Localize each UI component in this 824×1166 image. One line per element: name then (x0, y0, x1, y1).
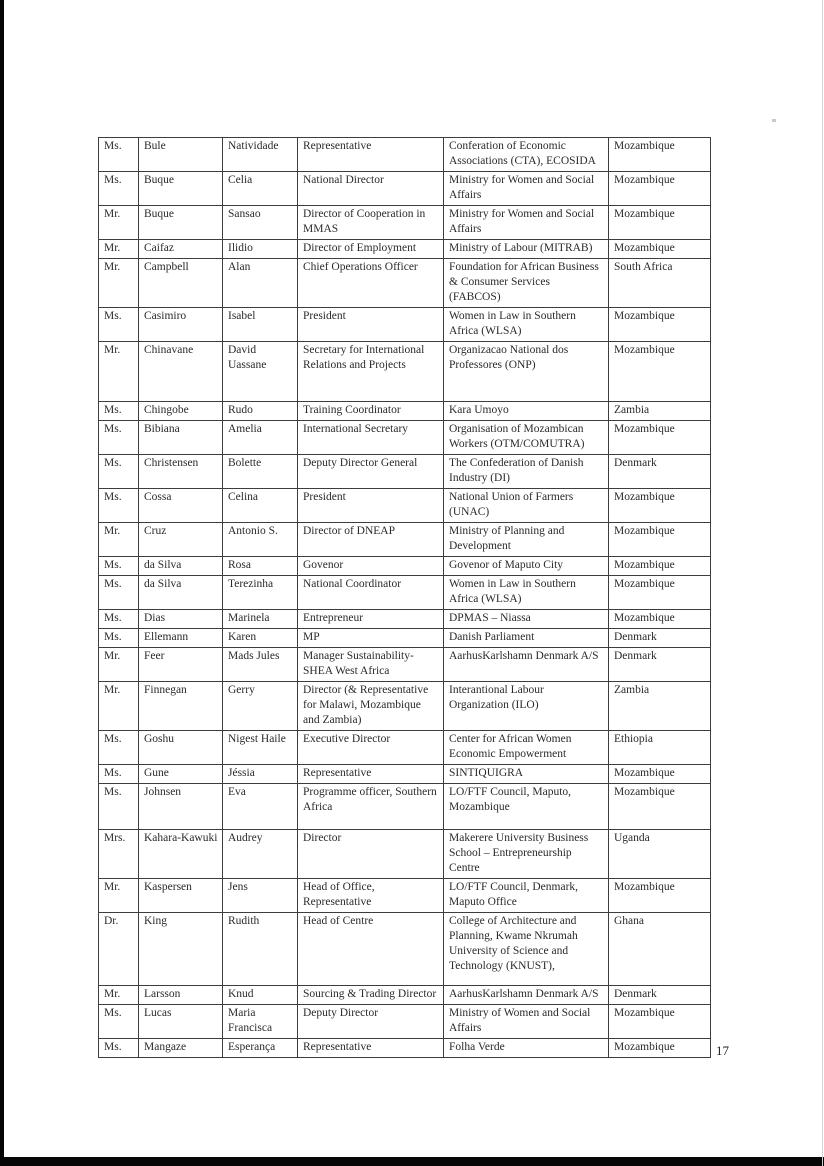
cell-title: Mr. (99, 240, 139, 259)
cell-country: Mozambique (609, 765, 711, 784)
table-row (99, 523, 711, 557)
cell-first-name: Celia (223, 172, 298, 206)
cell-country: Mozambique (609, 879, 711, 913)
cell-surname: Cossa (139, 489, 223, 523)
cell-first-name: Maria Francisca (223, 1005, 298, 1039)
cell-surname: Lucas (139, 1005, 223, 1039)
cell-organization: Interantional Labour Organization (ILO) (444, 682, 609, 731)
cell-country: Mozambique (609, 489, 711, 523)
cell-organization: LO/FTF Council, Maputo, Mozambique (444, 784, 609, 830)
table-row (99, 765, 711, 784)
cell-surname: Kaspersen (139, 879, 223, 913)
cell-first-name: Isabel (223, 308, 298, 342)
cell-surname: Chinavane (139, 342, 223, 402)
cell-country: Mozambique (609, 206, 711, 240)
cell-surname: King (139, 913, 223, 986)
cell-surname: Kahara-Kawuki (139, 830, 223, 879)
cell-first-name: Eva (223, 784, 298, 830)
cell-position: Head of Centre (298, 913, 444, 986)
cell-organization: Govenor of Maputo City (444, 557, 609, 576)
participants-table-body (99, 138, 711, 1058)
table-row (99, 455, 711, 489)
cell-country: Zambia (609, 402, 711, 421)
cell-first-name: Natividade (223, 138, 298, 172)
cell-position: President (298, 489, 444, 523)
cell-position: MP (298, 629, 444, 648)
cell-country: Zambia (609, 682, 711, 731)
cell-country: Mozambique (609, 610, 711, 629)
table-row (99, 206, 711, 240)
table-row (99, 240, 711, 259)
cell-title: Ms. (99, 629, 139, 648)
table-row (99, 784, 711, 830)
cell-position: Representative (298, 138, 444, 172)
table-row (99, 731, 711, 765)
cell-surname: Campbell (139, 259, 223, 308)
cell-country: Denmark (609, 455, 711, 489)
cell-title: Ms. (99, 576, 139, 610)
cell-first-name: David Uassane (223, 342, 298, 402)
cell-organization: Conferation of Economic Associations (CTA), ECOSIDA (444, 138, 609, 172)
cell-surname: Finnegan (139, 682, 223, 731)
table-row (99, 576, 711, 610)
cell-title: Mr. (99, 648, 139, 682)
cell-title: Ms. (99, 489, 139, 523)
table-row (99, 421, 711, 455)
cell-organization: AarhusKarlshamn Denmark A/S (444, 648, 609, 682)
cell-position: Manager Sustainability-SHEA West Africa (298, 648, 444, 682)
cell-surname: Mangaze (139, 1039, 223, 1058)
cell-country: Mozambique (609, 342, 711, 402)
cell-title: Ms. (99, 610, 139, 629)
cell-first-name: Bolette (223, 455, 298, 489)
cell-country: South Africa (609, 259, 711, 308)
cell-country: Mozambique (609, 1039, 711, 1058)
cell-organization: Danish Parliament (444, 629, 609, 648)
cell-title: Ms. (99, 421, 139, 455)
cell-organization: Ministry for Women and Social Affairs (444, 172, 609, 206)
cell-first-name: Rudo (223, 402, 298, 421)
cell-first-name: Jéssia (223, 765, 298, 784)
cell-surname: Christensen (139, 455, 223, 489)
cell-position: Director of DNEAP (298, 523, 444, 557)
participants-table (98, 137, 711, 1058)
cell-surname: da Silva (139, 576, 223, 610)
cell-position: Director (& Representative for Malawi, Mozambique and Zambia) (298, 682, 444, 731)
table-row (99, 879, 711, 913)
table-row (99, 830, 711, 879)
cell-title: Mr. (99, 682, 139, 731)
cell-first-name: Alan (223, 259, 298, 308)
cell-title: Ms. (99, 731, 139, 765)
table-row (99, 1039, 711, 1058)
cell-first-name: Rudith (223, 913, 298, 986)
cell-organization: Women in Law in Southern Africa (WLSA) (444, 308, 609, 342)
cell-first-name: Amelia (223, 421, 298, 455)
cell-country: Mozambique (609, 523, 711, 557)
scan-artifact-dot (772, 119, 776, 122)
table-row (99, 342, 711, 402)
cell-position: Entrepreneur (298, 610, 444, 629)
cell-title: Ms. (99, 402, 139, 421)
cell-first-name: Gerry (223, 682, 298, 731)
cell-organization: SINTIQUIGRA (444, 765, 609, 784)
table-row (99, 682, 711, 731)
cell-surname: Feer (139, 648, 223, 682)
cell-first-name: Knud (223, 986, 298, 1005)
cell-organization: LO/FTF Council, Denmark, Maputo Office (444, 879, 609, 913)
cell-position: Head of Office, Representative (298, 879, 444, 913)
cell-organization: Ministry for Women and Social Affairs (444, 206, 609, 240)
cell-organization: Kara Umoyo (444, 402, 609, 421)
cell-title: Dr. (99, 913, 139, 986)
cell-surname: Johnsen (139, 784, 223, 830)
cell-country: Uganda (609, 830, 711, 879)
cell-title: Mr. (99, 206, 139, 240)
cell-title: Ms. (99, 172, 139, 206)
cell-position: International Secretary (298, 421, 444, 455)
cell-organization: Ministry of Planning and Development (444, 523, 609, 557)
cell-first-name: Esperança (223, 1039, 298, 1058)
cell-title: Mrs. (99, 830, 139, 879)
cell-first-name: Celina (223, 489, 298, 523)
cell-country: Mozambique (609, 240, 711, 259)
cell-title: Mr. (99, 986, 139, 1005)
cell-first-name: Terezinha (223, 576, 298, 610)
cell-first-name: Nigest Haile (223, 731, 298, 765)
cell-organization: College of Architecture and Planning, Kwame Nkrumah University of Science and Technology (KNUST), (444, 913, 609, 986)
table-row (99, 986, 711, 1005)
cell-position: Director of Cooperation in MMAS (298, 206, 444, 240)
cell-title: Mr. (99, 879, 139, 913)
cell-first-name: Antonio S. (223, 523, 298, 557)
cell-organization: Center for African Women Economic Empowerment (444, 731, 609, 765)
table-row (99, 402, 711, 421)
cell-surname: Larsson (139, 986, 223, 1005)
cell-organization: Ministry of Labour (MITRAB) (444, 240, 609, 259)
cell-country: Mozambique (609, 308, 711, 342)
cell-position: Sourcing & Trading Director (298, 986, 444, 1005)
cell-country: Denmark (609, 648, 711, 682)
cell-first-name: Audrey (223, 830, 298, 879)
cell-surname: Bule (139, 138, 223, 172)
cell-position: Deputy Director (298, 1005, 444, 1039)
cell-title: Ms. (99, 455, 139, 489)
cell-title: Ms. (99, 765, 139, 784)
table-row (99, 629, 711, 648)
cell-organization: Makerere University Business School – Entrepreneurship Centre (444, 830, 609, 879)
cell-country: Mozambique (609, 1005, 711, 1039)
cell-first-name: Karen (223, 629, 298, 648)
cell-organization: Ministry of Women and Social Affairs (444, 1005, 609, 1039)
cell-country: Mozambique (609, 557, 711, 576)
table-row (99, 489, 711, 523)
cell-organization: National Union of Farmers (UNAC) (444, 489, 609, 523)
cell-title: Ms. (99, 784, 139, 830)
cell-first-name: Ilidio (223, 240, 298, 259)
table-row (99, 259, 711, 308)
scan-edge-left (0, 0, 4, 1166)
cell-title: Ms. (99, 1005, 139, 1039)
cell-surname: da Silva (139, 557, 223, 576)
cell-position: Govenor (298, 557, 444, 576)
cell-first-name: Jens (223, 879, 298, 913)
cell-title: Ms. (99, 308, 139, 342)
cell-surname: Gune (139, 765, 223, 784)
cell-position: Deputy Director General (298, 455, 444, 489)
cell-position: Director of Employment (298, 240, 444, 259)
cell-organization: AarhusKarlshamn Denmark A/S (444, 986, 609, 1005)
cell-country: Mozambique (609, 138, 711, 172)
cell-first-name: Rosa (223, 557, 298, 576)
cell-title: Mr. (99, 342, 139, 402)
cell-surname: Bibiana (139, 421, 223, 455)
cell-first-name: Marinela (223, 610, 298, 629)
table-row (99, 913, 711, 986)
cell-position: Representative (298, 765, 444, 784)
cell-position: Representative (298, 1039, 444, 1058)
cell-country: Mozambique (609, 421, 711, 455)
table-row (99, 557, 711, 576)
cell-position: Training Coordinator (298, 402, 444, 421)
cell-first-name: Sansao (223, 206, 298, 240)
cell-country: Ghana (609, 913, 711, 986)
cell-position: National Coordinator (298, 576, 444, 610)
cell-title: Ms. (99, 1039, 139, 1058)
table-row (99, 138, 711, 172)
cell-country: Denmark (609, 986, 711, 1005)
page-number: 17 (716, 1043, 729, 1058)
cell-organization: Organizacao National dos Professores (ONP) (444, 342, 609, 402)
cell-country: Mozambique (609, 784, 711, 830)
cell-position: President (298, 308, 444, 342)
cell-surname: Chingobe (139, 402, 223, 421)
cell-country: Mozambique (609, 172, 711, 206)
cell-organization: The Confederation of Danish Industry (DI) (444, 455, 609, 489)
cell-surname: Dias (139, 610, 223, 629)
cell-organization: Folha Verde (444, 1039, 609, 1058)
table-row (99, 172, 711, 206)
cell-title: Mr. (99, 523, 139, 557)
cell-country: Denmark (609, 629, 711, 648)
table-row (99, 308, 711, 342)
cell-title: Ms. (99, 557, 139, 576)
cell-surname: Cruz (139, 523, 223, 557)
cell-title: Ms. (99, 138, 139, 172)
cell-surname: Caifaz (139, 240, 223, 259)
cell-position: Director (298, 830, 444, 879)
cell-position: National Director (298, 172, 444, 206)
cell-country: Mozambique (609, 576, 711, 610)
cell-surname: Buque (139, 172, 223, 206)
cell-title: Mr. (99, 259, 139, 308)
table-row (99, 1005, 711, 1039)
table-row (99, 610, 711, 629)
cell-position: Programme officer, Southern Africa (298, 784, 444, 830)
cell-position: Executive Director (298, 731, 444, 765)
cell-country: Ethiopia (609, 731, 711, 765)
table-row (99, 648, 711, 682)
cell-surname: Casimiro (139, 308, 223, 342)
cell-surname: Ellemann (139, 629, 223, 648)
cell-organization: Organisation of Mozambican Workers (OTM/COMUTRA) (444, 421, 609, 455)
cell-organization: Foundation for African Business & Consumer Services (FABCOS) (444, 259, 609, 308)
cell-organization: Women in Law in Southern Africa (WLSA) (444, 576, 609, 610)
cell-position: Secretary for International Relations and Projects (298, 342, 444, 402)
cell-position: Chief Operations Officer (298, 259, 444, 308)
scan-edge-bottom (0, 1157, 824, 1166)
cell-surname: Buque (139, 206, 223, 240)
cell-organization: DPMAS – Niassa (444, 610, 609, 629)
cell-first-name: Mads Jules (223, 648, 298, 682)
cell-surname: Goshu (139, 731, 223, 765)
scan-edge-right (822, 0, 823, 1166)
